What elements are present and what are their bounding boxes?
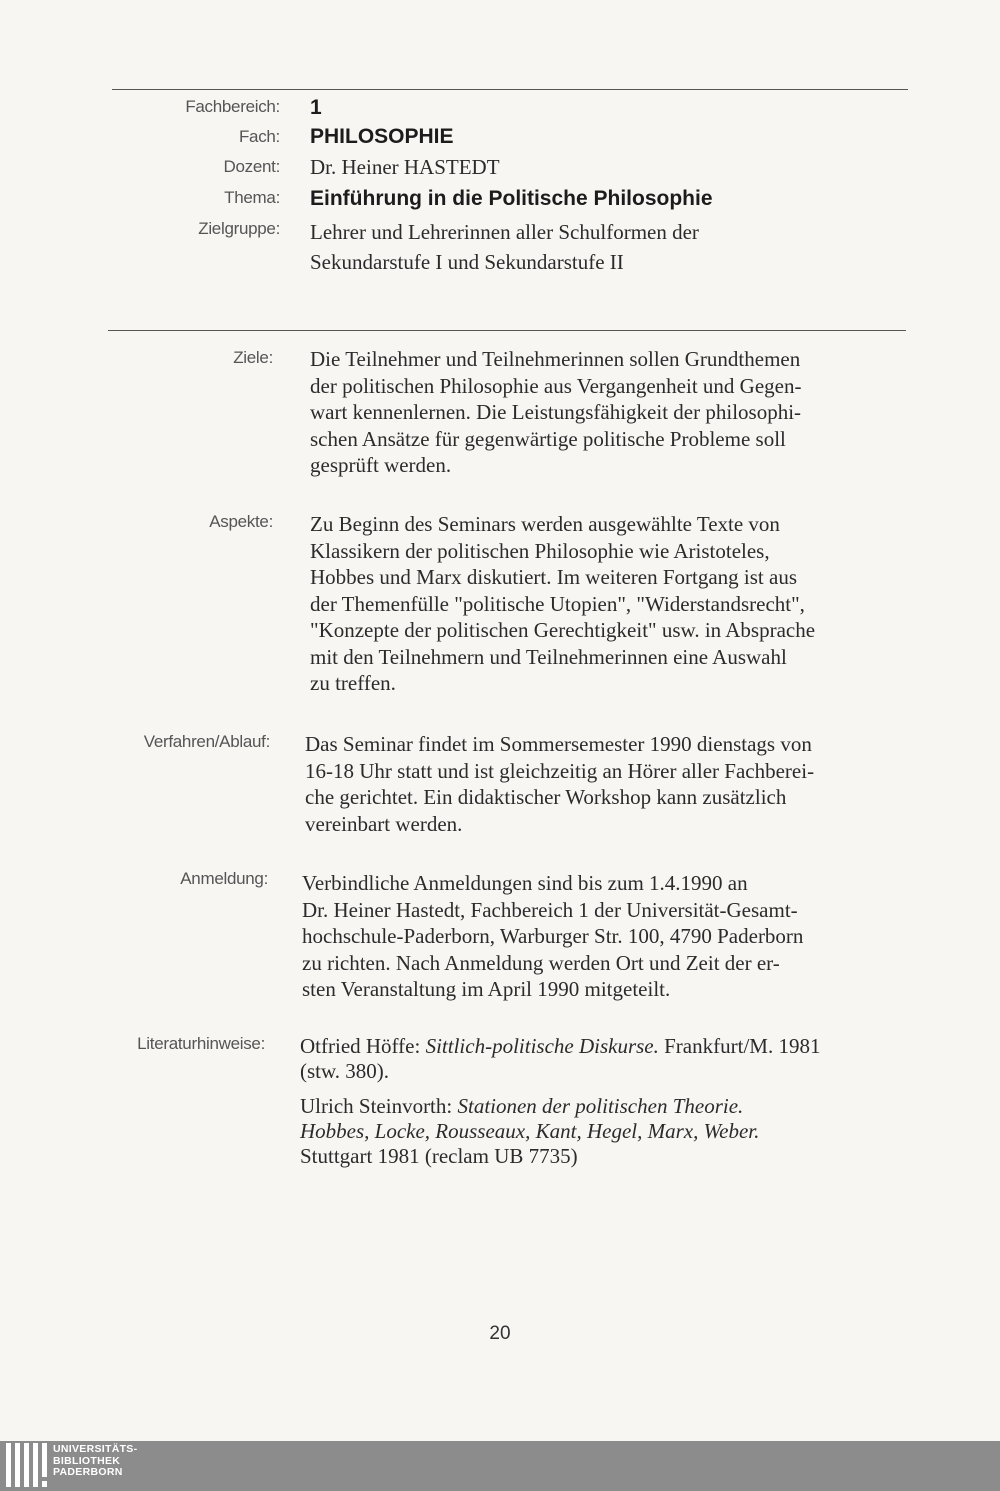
literatur-text xyxy=(300,1034,900,1179)
library-logo-icon xyxy=(6,1443,46,1489)
fachbereich-label: Fachbereich: xyxy=(185,97,280,116)
anmeldung-line: Dr. Heiner Hastedt, Fachbereich 1 der Universität-Gesamt- xyxy=(302,897,798,922)
verfahren-line: 16-18 Uhr statt und ist gleichzeitig an Hörer aller Fachberei- xyxy=(305,758,815,783)
aspekte-line: der Themenfülle "politische Utopien", "Widerstandsrecht", xyxy=(310,591,805,616)
anmeldung-line: sten Veranstaltung im April 1990 mitgeteilt. xyxy=(302,977,671,1001)
anmeldung-label: Anmeldung: xyxy=(180,869,268,888)
literatur-author: Otfried Höffe: xyxy=(300,1034,426,1058)
middle-rule xyxy=(108,330,906,331)
ziele-line: wart kennenlernen. Die Leistungsfähigkeit der philosophi- xyxy=(310,400,802,424)
logo-line: PADERBORN xyxy=(53,1466,123,1478)
library-logo-text xyxy=(53,1444,137,1479)
logo-line: BIBLIOTHEK xyxy=(53,1454,121,1467)
top-rule xyxy=(112,89,908,90)
ziele-label: Ziele: xyxy=(233,348,273,367)
literatur-series: (stw. 380). xyxy=(300,1059,390,1083)
literatur-label: Literaturhinweise: xyxy=(137,1034,265,1053)
zielgruppe-label: Zielgruppe: xyxy=(198,219,280,238)
ziele-line: gesprüft werden. xyxy=(310,453,452,477)
aspekte-line: Klassikern der politischen Philosophie wie Aristoteles, xyxy=(310,538,770,563)
aspekte-line: mit den Teilnehmern und Teilnehmerinnen eine Auswahl xyxy=(310,644,787,669)
literatur-title: Sittlich-politische Diskurse. xyxy=(425,1034,659,1058)
literatur-publisher: Frankfurt/M. 1981 xyxy=(658,1034,821,1058)
fachbereich-value: 1 xyxy=(310,96,322,119)
literatur-entry xyxy=(300,1034,900,1084)
ziele-line: der politischen Philosophie aus Vergangenheit und Gegen- xyxy=(310,373,802,398)
ziele-line: Die Teilnehmer und Teilnehmerinnen sollen Grundthemen xyxy=(310,347,801,371)
anmeldung-line: Verbindliche Anmeldungen sind bis zum 1.4.1990 an xyxy=(302,871,748,895)
literatur-title: Stationen der politischen Theorie. xyxy=(457,1094,744,1118)
anmeldung-text xyxy=(302,870,902,1003)
thema-label: Thema: xyxy=(224,188,280,207)
dozent-label: Dozent: xyxy=(223,157,280,176)
thema-value: Einführung in die Politische Philosophie xyxy=(310,187,713,210)
verfahren-label: Verfahren/Ablauf: xyxy=(143,732,270,751)
aspekte-text xyxy=(310,511,910,697)
dozent-value: Dr. Heiner HASTEDT xyxy=(310,155,500,179)
aspekte-line: Zu Beginn des Seminars werden ausgewählte Texte von xyxy=(310,512,780,536)
zielgruppe-line: Lehrer und Lehrerinnen aller Schulformen der xyxy=(310,220,699,244)
footer-band xyxy=(0,1441,1000,1491)
zielgruppe-line: Sekundarstufe I und Sekundarstufe II xyxy=(310,250,624,274)
zielgruppe-value xyxy=(310,217,910,277)
literatur-entry xyxy=(300,1094,900,1169)
aspekte-label: Aspekte: xyxy=(209,512,273,531)
page-number: 20 xyxy=(489,1323,511,1344)
logo-line: UNIVERSITÄTS- xyxy=(53,1443,138,1455)
aspekte-line: zu treffen. xyxy=(310,671,396,695)
anmeldung-line: hochschule-Paderborn, Warburger Str. 100, 4790 Paderborn xyxy=(302,924,804,948)
fach-label: Fach: xyxy=(238,127,280,146)
literatur-publisher: Stuttgart 1981 (reclam UB 7735) xyxy=(300,1144,578,1168)
ziele-text xyxy=(310,346,910,479)
literatur-author: Ulrich Steinvorth: xyxy=(300,1094,458,1118)
verfahren-line: Das Seminar findet im Sommersemester 1990 dienstags von xyxy=(305,732,812,756)
fach-value: PHILOSOPHIE xyxy=(310,125,454,148)
verfahren-line: che gerichtet. Ein didaktischer Workshop kann zusätzlich xyxy=(305,785,787,809)
verfahren-line: vereinbart werden. xyxy=(305,811,463,836)
aspekte-line: "Konzepte der politischen Gerechtigkeit" usw. in Absprache xyxy=(310,618,816,642)
anmeldung-line: zu richten. Nach Anmeldung werden Ort und Zeit der er- xyxy=(302,950,780,975)
literatur-subtitle: Hobbes, Locke, Rousseaux, Kant, Hegel, Marx, Weber. xyxy=(300,1119,760,1143)
ziele-line: schen Ansätze für gegenwärtige politische Probleme soll xyxy=(310,426,786,451)
aspekte-line: Hobbes und Marx diskutiert. Im weiteren Fortgang ist aus xyxy=(310,565,797,589)
verfahren-text xyxy=(305,731,905,837)
